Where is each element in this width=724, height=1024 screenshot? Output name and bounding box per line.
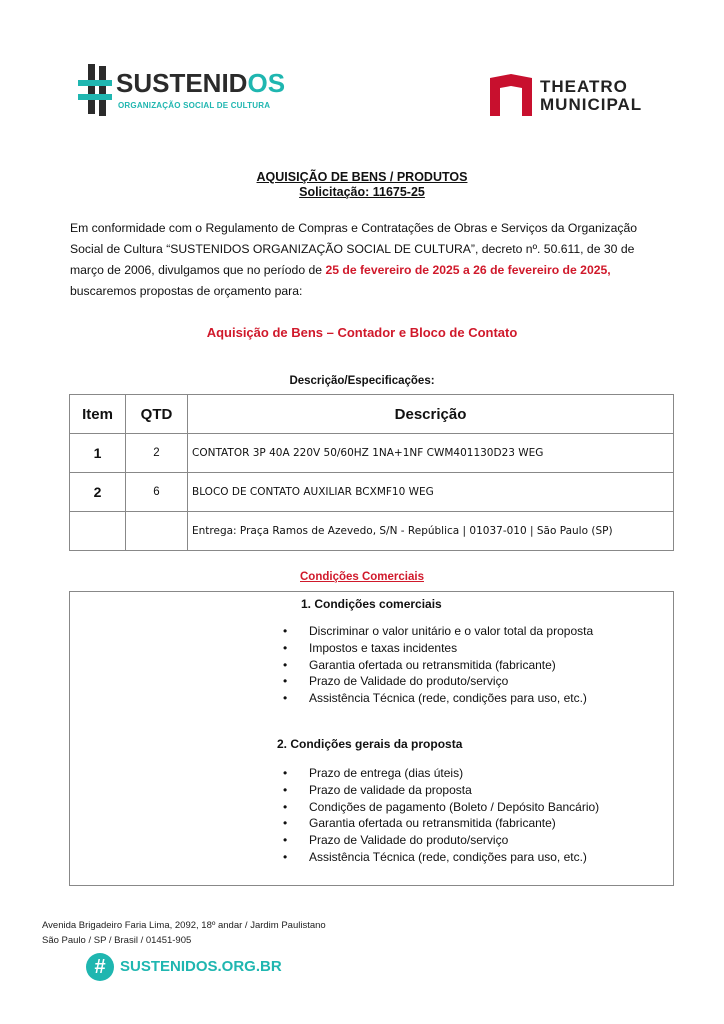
purchase-title: Aquisição de Bens – Contador e Bloco de Contato [206, 325, 518, 340]
document-subtitle: Solicitação: 11675-25 [299, 185, 425, 199]
footer-sustenidos-logo [86, 953, 282, 983]
empty-cell [126, 512, 188, 551]
conditions-box [69, 591, 674, 886]
specifications-label: Descrição/Especificações: [289, 375, 435, 387]
delivery-address: Entrega: Praça Ramos de Azevedo, S/N - República | 01037-010 | São Paulo (SP) [188, 512, 674, 551]
theatro-municipal-logo [490, 74, 660, 118]
list-item: • Prazo de Validade do produto/serviço [283, 673, 593, 690]
header-descricao: Descrição [188, 395, 674, 434]
list-item: • Prazo de validade da proposta [283, 782, 599, 799]
footer-address: Avenida Brigadeiro Faria Lima, 2092, 18º andar / Jardim Paulistano São Paulo / SP / Brasil / 01451-905 [42, 920, 326, 946]
items-table [69, 394, 674, 551]
table-header-row [70, 395, 674, 434]
list-item: • Impostos e taxas incidentes [283, 640, 593, 657]
sustenidos-subtitle: ORGANIZAÇÃO SOCIAL DE CULTURA [118, 101, 271, 110]
website-link[interactable]: SUSTENIDOS.ORG.BR [120, 958, 282, 975]
intro-paragraph: Em conformidade com o Regulamento de Compras e Contratações de Obras e Serviços da Organização Social de Cultura “SUSTENIDOS ORGANIZAÇÃO SOCIAL DE CULTURA”, decreto nº. 50.611, de 30 de março de 2006, divulgamos que no período de 25 de fevereiro de 2025 a 26 de fevereiro de 2025, buscaremos propostas de orçamento para: [70, 221, 638, 298]
sustenidos-logo [80, 64, 286, 120]
item-description: CONTATOR 3P 40A 220V 50/60HZ 1NA+1NF CWM401130D23 WEG [188, 434, 674, 473]
section1-heading: 1. Condições comerciais [301, 597, 442, 611]
document-title: AQUISIÇÃO DE BENS / PRODUTOS [256, 170, 468, 184]
theatro-arch-icon [490, 74, 532, 116]
intro-period: 25 de fevereiro de 2025 a 26 de fevereiro de 2025, [325, 263, 611, 277]
list-item: • Garantia ofertada ou retransmitida (fabricante) [283, 815, 599, 832]
list-item: • Assistência Técnica (rede, condições para uso, etc.) [283, 690, 593, 707]
item-quantity: 6 [126, 473, 188, 512]
sustenidos-wordmark: SUSTENIDOS [116, 68, 286, 98]
header-qtd: QTD [126, 395, 188, 434]
section2-list [283, 765, 599, 866]
item-description: BLOCO DE CONTATO AUXILIAR BCXMF10 WEG [188, 473, 674, 512]
table-row [70, 434, 674, 473]
list-item: • Prazo de entrega (dias úteis) [283, 765, 599, 782]
item-number: 1 [70, 434, 126, 473]
list-item: • Prazo de Validade do produto/serviço [283, 832, 599, 849]
section2-heading: 2. Condições gerais da proposta [277, 737, 463, 751]
delivery-row [70, 512, 674, 551]
header-item: Item [70, 395, 126, 434]
conditions-title: Condições Comerciais [300, 571, 424, 583]
list-item: • Assistência Técnica (rede, condições para uso, etc.) [283, 849, 599, 866]
section1-list [283, 623, 593, 707]
hash-icon: # [86, 953, 114, 981]
item-number: 2 [70, 473, 126, 512]
table-row [70, 473, 674, 512]
theatro-wordmark: THEATRO MUNICIPAL [540, 77, 643, 114]
item-quantity: 2 [126, 434, 188, 473]
list-item: • Discriminar o valor unitário e o valor total da proposta [283, 623, 593, 640]
list-item: • Condições de pagamento (Boleto / Depósito Bancário) [283, 799, 599, 816]
list-item: • Garantia ofertada ou retransmitida (fabricante) [283, 657, 593, 674]
empty-cell [70, 512, 126, 551]
hash-icon [80, 64, 112, 116]
